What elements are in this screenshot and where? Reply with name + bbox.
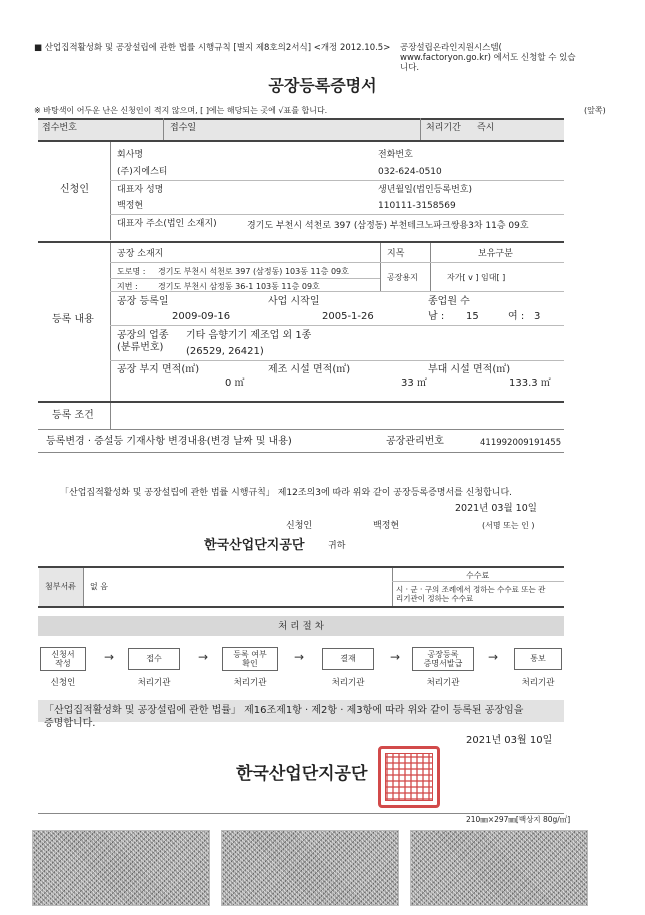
arrow-1: → (104, 650, 115, 664)
security-pattern-right (410, 830, 588, 906)
registration-section-label: 등록 내용 (52, 314, 94, 325)
legal-basis: ■ 산업집적활성화 및 공장설립에 관한 법률 시행규칙 [별지 제8호의2서식] <개정 2012.10.5> (34, 43, 391, 53)
company-label: 회사명 (117, 150, 144, 160)
mgmt-no-value: 411992009191455 (480, 438, 562, 448)
instructions: ※ 바탕색이 어두운 난은 신청인이 적지 않으며, [ ]에는 해당되는 곳에 √표를 합니다. (34, 106, 328, 115)
step-5-line2: 증명서발급 (423, 659, 463, 668)
site-area-label: 공장 부지 면적(㎡) (117, 364, 200, 375)
period-value: 즉시 (477, 123, 495, 133)
step-4-role: 처리기관 (331, 678, 365, 688)
page-side: (앞쪽) (584, 106, 606, 115)
arrow-5: → (488, 650, 499, 664)
site-area-value: 0 ㎡ (225, 378, 245, 389)
road-label: 도로명 : (117, 267, 146, 276)
address-label: 대표자 주소(법인 소재지) (117, 219, 217, 229)
step-1-role: 신청인 (50, 678, 76, 688)
arrow-2: → (198, 650, 209, 664)
rep-value: 백정현 (117, 201, 144, 211)
birth-label: 생년월일(법인등록번호) (378, 185, 472, 195)
application-statement: 「산업집적활성화 및 공장설립에 관한 법률 시행규칙」 제12조의3에 따라 위와 같이 공장등록증명서를 신청합니다. (60, 488, 513, 498)
fee-text-2: 리기관이 정하는 수수료 (396, 594, 474, 603)
male-value: 15 (466, 311, 479, 322)
change-label: 등록변경 · 증설등 기재사항 변경내용(변경 날짜 및 내용) (46, 436, 292, 447)
step-1-line1: 신청서 (51, 649, 75, 659)
industry-codes: (26529, 26421) (186, 346, 264, 357)
building-area-label: 제조 시설 면적(㎡) (268, 364, 351, 375)
applicant-role: 신청인 (286, 521, 313, 531)
procedure-title: 처 리 절 차 (278, 621, 324, 632)
step-3-line2: 확인 (242, 659, 258, 668)
document-title: 공장등록증명서 (268, 76, 377, 95)
fee-text-1: 시 · 군 · 구의 조례에서 정하는 수수료 또는 관 (396, 585, 546, 594)
lot-value: 경기도 부천시 삼정동 36-1 103동 11층 09호 (158, 282, 320, 291)
attach-value: 없 음 (90, 582, 108, 591)
aux-area-label: 부대 시설 면적(㎡) (428, 364, 511, 375)
step-1-box (40, 647, 86, 671)
step-5-line1: 공장등록 (427, 649, 459, 659)
phone-value: 032-624-0510 (378, 167, 442, 177)
location-label: 공장 소재지 (117, 249, 164, 259)
step-1-line2: 작성 (55, 659, 71, 668)
company-value: (주)지에스티 (117, 167, 168, 177)
aux-area-value: 133.3 ㎡ (509, 378, 551, 389)
land-category-label: 지목 (387, 249, 405, 259)
sign-note: (서명 또는 인 ) (482, 521, 535, 530)
ownership-value: 자가[ v ] 임대[ ] (447, 273, 506, 282)
step-6-line1: 통보 (530, 654, 546, 664)
land-category-value: 공장용지 (387, 273, 418, 282)
step-2-role: 처리기관 (137, 678, 171, 688)
certification-statement-2: 증명합니다. (44, 718, 96, 729)
start-date-value: 2005-1-26 (322, 311, 374, 322)
step-4-line1: 결재 (340, 654, 356, 664)
paper-size: 210㎜×297㎜[백상지 80g/㎡] (466, 815, 571, 824)
phone-label: 전화번호 (378, 150, 413, 160)
security-pattern-left (32, 830, 210, 906)
start-date-label: 사업 시작일 (268, 296, 320, 307)
certification-date: 2021년 03월 10일 (466, 735, 553, 746)
step-6-role: 처리기관 (521, 678, 555, 688)
official-seal (378, 746, 440, 808)
online-note-2: www.factoryon.go.kr) 에서도 신청할 수 있습 (400, 53, 576, 63)
building-area-value: 33 ㎡ (401, 378, 427, 389)
step-3-box (222, 647, 278, 671)
step-2-line1: 접수 (146, 654, 162, 664)
reg-date-label: 공장 등록일 (117, 296, 169, 307)
employees-label: 종업원 수 (428, 296, 470, 307)
issuer-name: 한국산업단지공단 (236, 764, 368, 784)
receipt-number-label: 접수번호 (42, 123, 77, 133)
applicant-name: 백정현 (373, 521, 400, 531)
step-2-box (128, 648, 180, 670)
lot-label: 지번 : (117, 282, 138, 291)
arrow-4: → (390, 650, 401, 664)
step-4-box (322, 648, 374, 670)
online-note-1: 공장설립온라인지원시스템( (400, 43, 502, 53)
recipient-honorific: 귀하 (328, 541, 346, 551)
application-date: 2021년 03월 10일 (455, 503, 537, 514)
period-label: 처리기간 (426, 123, 461, 133)
birth-value: 110111-3158569 (378, 201, 456, 211)
industry-label-1: 공장의 업종 (117, 330, 169, 341)
applicant-section-label: 신청인 (60, 184, 89, 195)
reg-date-value: 2009-09-16 (172, 311, 231, 322)
step-5-role: 처리기관 (426, 678, 460, 688)
industry-value: 기타 음향기기 제조업 외 1종 (186, 330, 312, 341)
address-value: 경기도 부천시 석천로 397 (삼정동) 부천테크노파크쌍용3차 11층 09호 (247, 221, 529, 231)
male-label: 남 : (428, 311, 445, 322)
female-label: 여 : (508, 311, 525, 322)
rep-label: 대표자 성명 (117, 185, 164, 195)
step-5-box (412, 647, 474, 671)
female-value: 3 (534, 311, 541, 322)
online-note-3: 니다. (400, 63, 420, 73)
step-6-box (514, 648, 562, 670)
security-pattern-middle (221, 830, 399, 906)
receipt-date-label: 접수일 (170, 123, 197, 133)
conditions-label: 등록 조건 (52, 410, 94, 421)
recipient: 한국산업단지공단 (204, 538, 305, 553)
fee-label: 수수료 (466, 571, 490, 580)
certification-statement-1: 「산업집적활성화 및 공장설립에 관한 법률」 제16조제1항 · 제2항 · 제3항에 따라 위와 같이 등록된 공장임을 (44, 705, 524, 716)
ownership-label: 보유구분 (478, 249, 513, 259)
road-value: 경기도 부천시 석천로 397 (삼정동) 103동 11층 09호 (158, 267, 349, 276)
arrow-3: → (294, 650, 305, 664)
mgmt-no-label: 공장관리번호 (386, 436, 444, 447)
step-3-line1: 등록 여부 (233, 649, 267, 659)
attach-label: 첨부서류 (45, 582, 76, 591)
step-3-role: 처리기관 (233, 678, 267, 688)
industry-label-2: (분류번호) (117, 342, 164, 353)
